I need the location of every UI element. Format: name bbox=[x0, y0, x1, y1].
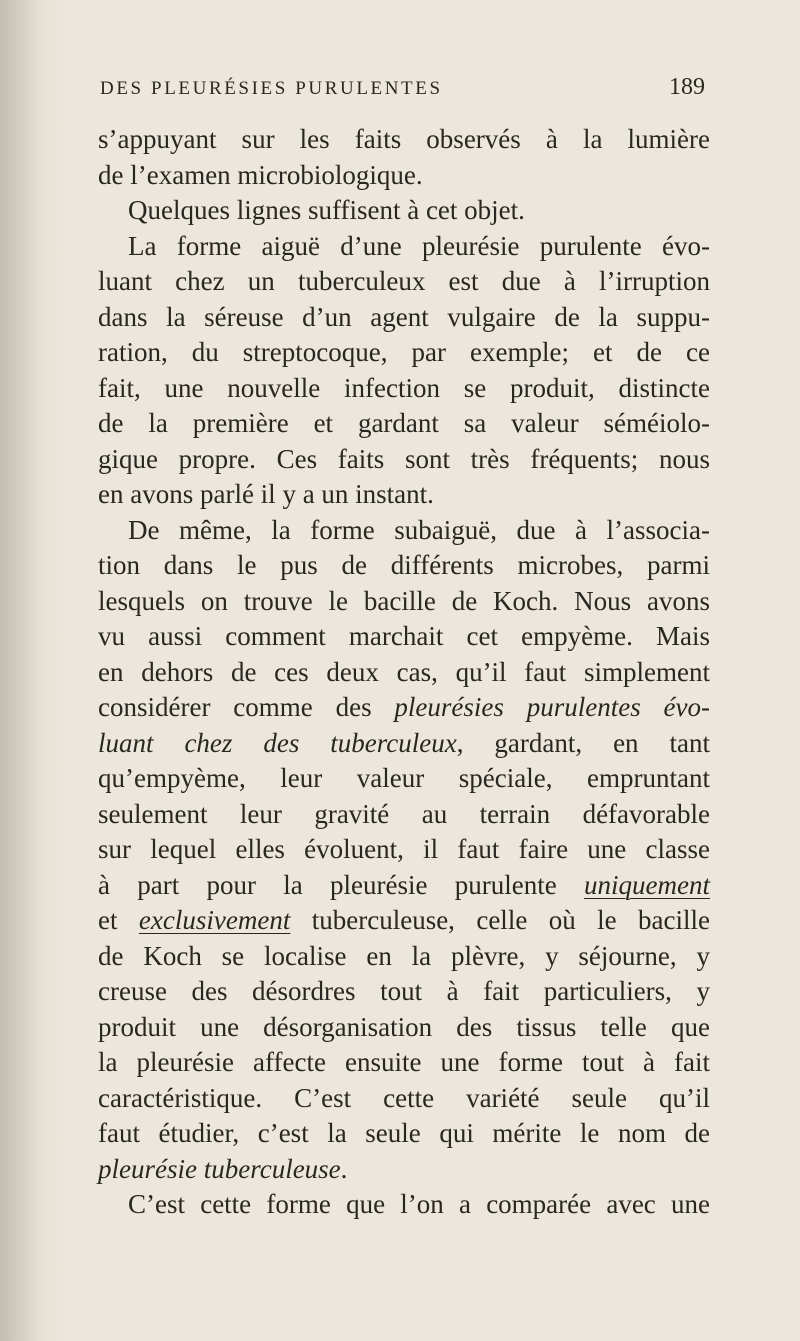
running-title: DES PLEURÉSIES PURULENTES bbox=[100, 78, 443, 99]
text-line: faut étudier, c’est la seule qui mérite le nom de bbox=[98, 1118, 710, 1148]
text-line: considérer comme des pleurésies purulentes évo- bbox=[98, 692, 711, 722]
binding-shadow bbox=[0, 0, 70, 1341]
text-line: luant chez des tuberculeux, gardant, en tant bbox=[98, 727, 710, 758]
text-line: vu aussi comment marchait cet empyème. Mais bbox=[98, 621, 710, 651]
paragraph-start: La forme aiguë d’une pleurésie purulente évo- bbox=[128, 230, 710, 261]
text-line: en avons parlé il y a un instant. bbox=[98, 479, 434, 509]
italic-emphasis: pleurésies purulentes évo- bbox=[394, 692, 711, 722]
text-line: fait, une nouvelle infection se produit, distincte bbox=[98, 372, 710, 403]
text-line: ration, du streptocoque, par exemple; et de ce bbox=[98, 337, 710, 367]
text-line: luant chez un tuberculeux est due à l’irruption bbox=[98, 266, 710, 296]
text-line: qu’empyème, leur valeur spéciale, empruntant bbox=[98, 763, 710, 793]
text-line: lesquels on trouve le bacille de Koch. Nous avons bbox=[98, 585, 710, 616]
text-line: pleurésie tuberculeuse. bbox=[98, 1153, 348, 1184]
text-line: tion dans le pus de différents microbes, parmi bbox=[98, 550, 710, 580]
text-line: à part pour la pleurésie purulente uniquement bbox=[98, 869, 710, 900]
running-head bbox=[100, 70, 705, 110]
text-line: gique propre. Ces faits sont très fréquents; nous bbox=[98, 443, 710, 474]
text-line: de l’examen microbiologique. bbox=[98, 159, 423, 190]
italic-emphasis: pleurésie tuberculeuse bbox=[98, 1153, 341, 1184]
underlined-emphasis: uniquement bbox=[584, 869, 710, 900]
underlined-emphasis: exclusivement bbox=[138, 905, 291, 935]
text-line: la pleurésie affecte ensuite une forme tout à fait bbox=[98, 1047, 710, 1077]
text-line: de la première et gardant sa valeur séméiolo- bbox=[98, 408, 710, 438]
italic-emphasis: luant chez des tuberculeux bbox=[98, 727, 457, 758]
paragraph-start: De même, la forme subaiguë, due à l’associa- bbox=[128, 514, 710, 545]
text-line: de Koch se localise en la plèvre, y séjourne, y bbox=[98, 940, 710, 971]
text-line: dans la séreuse d’un agent vulgaire de la suppu- bbox=[98, 301, 710, 332]
text-line: creuse des désordres tout à fait particuliers, y bbox=[98, 976, 710, 1006]
text-line: caractéristique. C’est cette variété seule qu’il bbox=[98, 1082, 710, 1113]
text-line: seulement leur gravité au terrain défavorable bbox=[98, 798, 710, 829]
paragraph-start: Quelques lignes suffisent à cet objet. bbox=[128, 195, 525, 225]
text-line: et exclusivement tuberculeuse, celle où le bacille bbox=[98, 905, 710, 935]
body-text bbox=[98, 122, 710, 1223]
page-number: 189 bbox=[669, 74, 705, 100]
text-line: produit une désorganisation des tissus telle que bbox=[98, 1011, 710, 1042]
text-line: sur lequel elles évoluent, il faut faire une classe bbox=[98, 834, 710, 864]
text-line: en dehors de ces deux cas, qu’il faut simplement bbox=[98, 656, 710, 687]
paragraph-start: C’est cette forme que l’on a comparée avec une bbox=[128, 1189, 710, 1219]
text-line: s’appuyant sur les faits observés à la lumière bbox=[98, 124, 710, 154]
